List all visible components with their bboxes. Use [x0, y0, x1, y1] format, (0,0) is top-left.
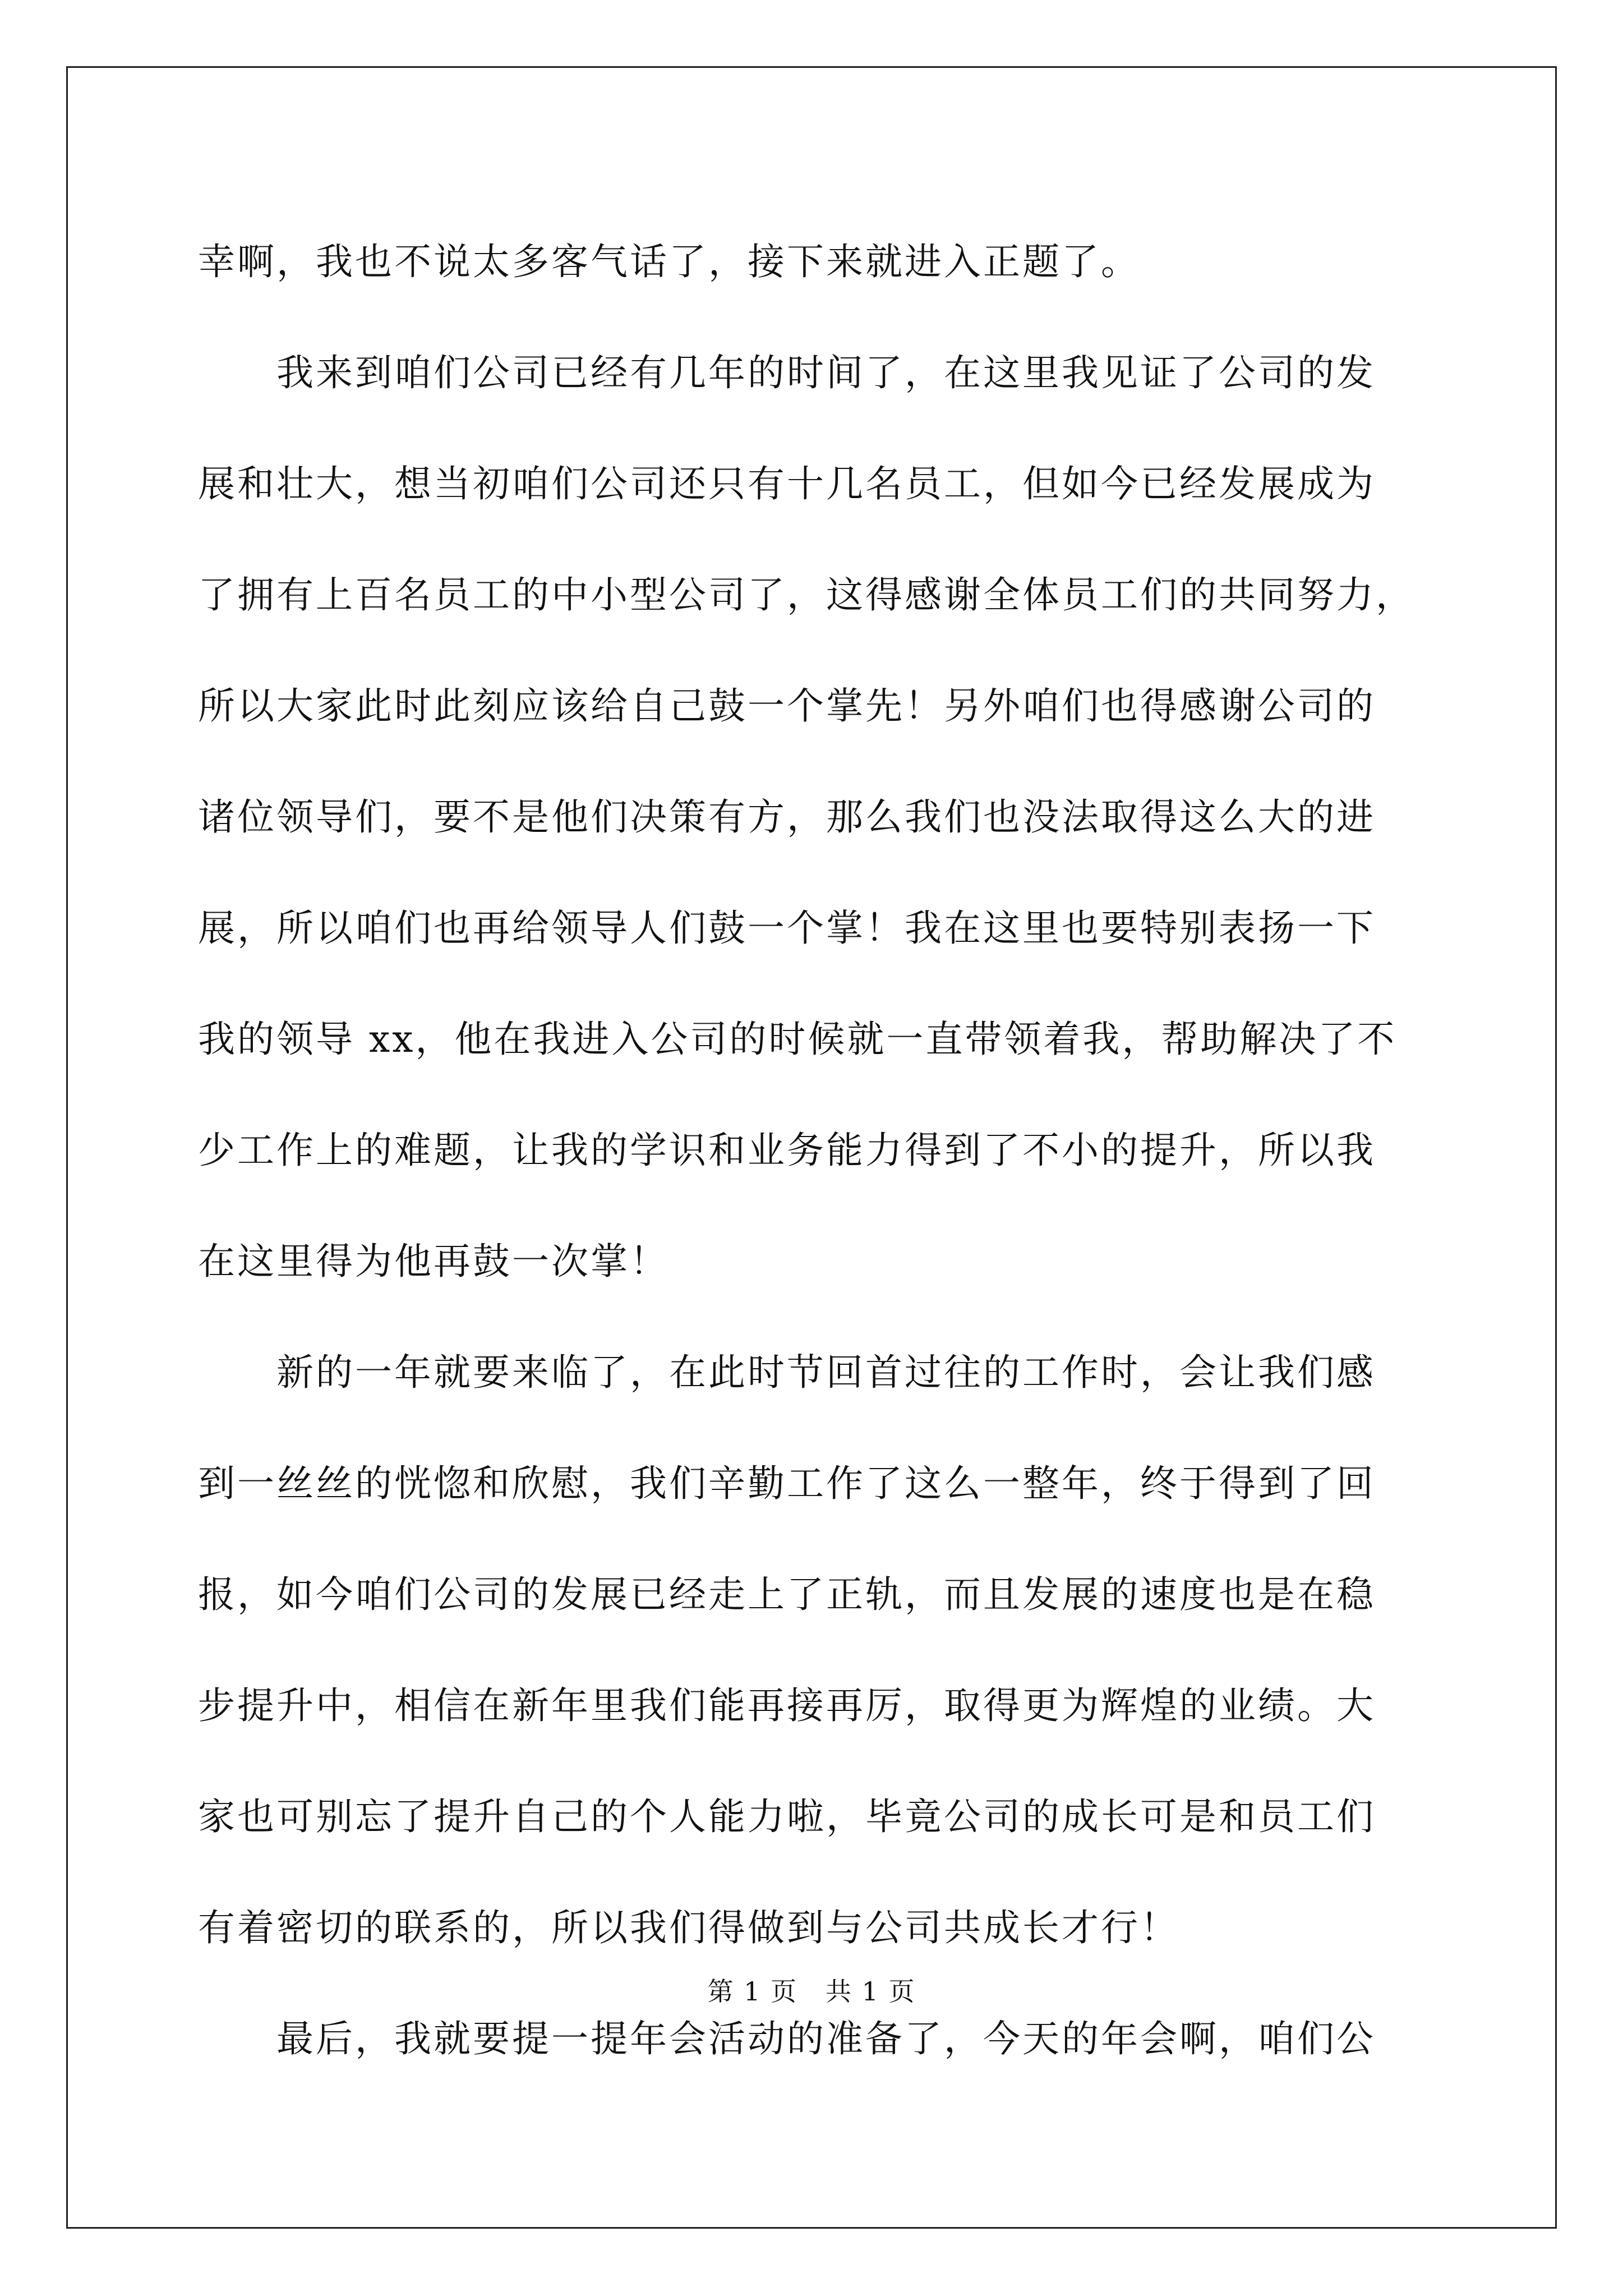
text-line: 最后，我就要提一提年会活动的准备了，今天的年会啊，咱们公: [198, 2017, 1376, 2060]
text-line: 有着密切的联系的，所以我们得做到与公司共成长才行！: [198, 1906, 1179, 1949]
document-body: [198, 206, 1429, 2095]
text-line: 少工作上的难题，让我的学识和业务能力得到了不小的提升，所以我: [198, 1129, 1376, 1172]
text-line: 诸位领导们，要不是他们决策有方，那么我们也没法取得这么大的进: [198, 795, 1376, 839]
text-line: 步提升中，相信在新年里我们能再接再厉，取得更为辉煌的业绩。大: [198, 1684, 1376, 1727]
text-line: 新的一年就要来临了，在此时节回首过往的工作时，会让我们感: [198, 1351, 1376, 1394]
page-number: 第 1 页: [707, 1976, 797, 2007]
text-line: 我的领导 xx，他在我进入公司的时候就一直带领着我，帮助解决了不: [198, 1018, 1397, 1061]
page-footer: [0, 1975, 1623, 2008]
text-line: 了拥有上百名员工的中小型公司了，这得感谢全体员工们的共同努力，: [198, 573, 1415, 616]
text-line: 所以大家此时此刻应该给自己鼓一个掌先！另外咱们也得感谢公司的: [198, 684, 1376, 728]
text-line: 家也可别忘了提升自己的个人能力啦，毕竟公司的成长可是和员工们: [198, 1795, 1376, 1838]
text-line: 报，如今咱们公司的发展已经走上了正轨，而且发展的速度也是在稳: [198, 1573, 1376, 1616]
text-line: 幸啊，我也不说太多客气话了，接下来就进入正题了。: [198, 240, 1140, 283]
text-line: 在这里得为他再鼓一次掌！: [198, 1240, 669, 1283]
text-line: 展，所以咱们也再给领导人们鼓一个掌！我在这里也要特别表扬一下: [198, 907, 1376, 950]
page-count: 共 1 页: [826, 1976, 916, 2007]
text-line: 我来到咱们公司已经有几年的时间了，在这里我见证了公司的发: [198, 351, 1376, 394]
text-line: 展和壮大，想当初咱们公司还只有十几名员工，但如今已经发展成为: [198, 462, 1376, 505]
text-line: 到一丝丝的恍惚和欣慰，我们辛勤工作了这么一整年，终于得到了回: [198, 1462, 1376, 1505]
